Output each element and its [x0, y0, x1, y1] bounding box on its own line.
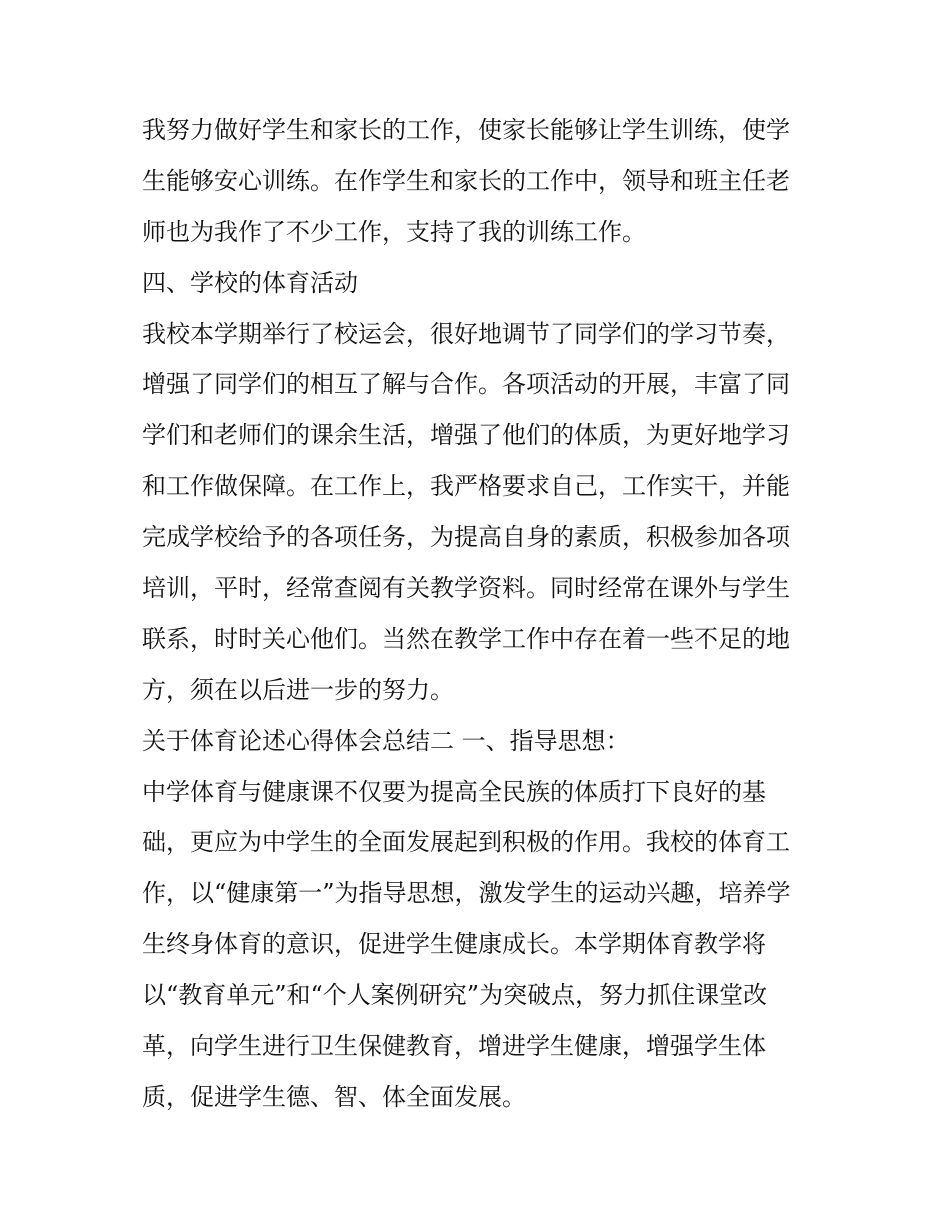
text-line: 师也为我作了不少工作，支持了我的训练工作。: [142, 217, 646, 246]
section-heading: 关于体育论述心得体会总结二 一、指导思想：: [142, 726, 630, 755]
text-line: 培训，平时，经常查阅有关教学资料。同时经常在课外与学生: [142, 574, 790, 603]
text-line: 完成学校给予的各项任务，为提高自身的素质，积极参加各项: [142, 523, 790, 552]
text-line: 中学体育与健康课不仅要为提高全民族的体质打下良好的基: [142, 777, 766, 806]
section-heading: 四、学校的体育活动: [142, 268, 358, 297]
text-line: 增强了同学们的相互了解与合作。各项活动的开展，丰富了同: [142, 370, 790, 399]
text-line: 方，须在以后进一步的努力。: [142, 675, 454, 704]
text-line: 革，向学生进行卫生保健教育，增进学生健康，增强学生体: [142, 1032, 766, 1061]
text-line: 我校本学期举行了校运会，很好地调节了同学们的学习节奏，: [142, 319, 790, 348]
text-line: 生能够安心训练。在作学生和家长的工作中，领导和班主任老: [142, 166, 790, 195]
document-body: [142, 105, 822, 1123]
text-line: 和工作做保障。在工作上，我严格要求自己，工作实干，并能: [142, 472, 790, 501]
text-line: 作，以“健康第一”为指导思想，激发学生的运动兴趣，培养学: [142, 879, 791, 908]
text-line: 质，促进学生德、智、体全面发展。: [142, 1082, 526, 1111]
text-line: 我努力做好学生和家长的工作，使家长能够让学生训练，使学: [142, 116, 790, 144]
text-line: 生终身体育的意识，促进学生健康成长。本学期体育教学将: [142, 930, 766, 959]
text-line: 础，更应为中学生的全面发展起到积极的作用。我校的体育工: [142, 828, 790, 857]
text-line: 学们和老师们的课余生活，增强了他们的体质，为更好地学习: [142, 421, 790, 450]
text-line: 以“教育单元”和“个人案例研究”为突破点，努力抓住课堂改: [142, 981, 768, 1010]
text-line: 联系，时时关心他们。当然在教学工作中存在着一些不足的地: [142, 624, 790, 653]
